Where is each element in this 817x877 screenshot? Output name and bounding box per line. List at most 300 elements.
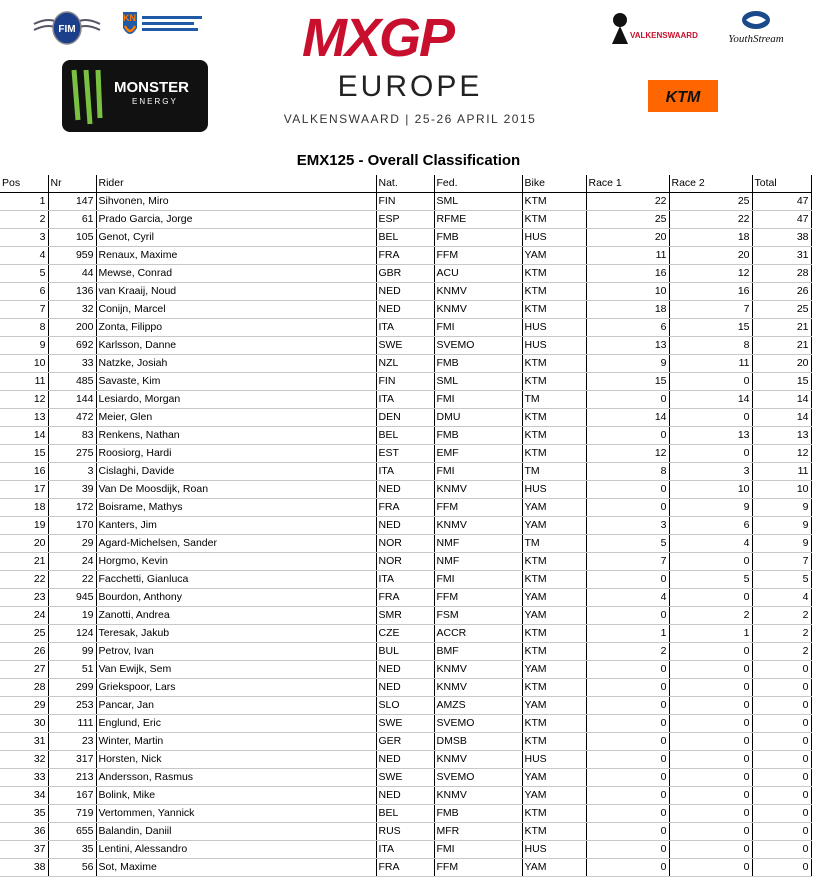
cell-nat: BEL <box>376 229 434 247</box>
table-row <box>0 283 811 301</box>
cell-nr: 33 <box>48 355 96 373</box>
cell-race2: 7 <box>669 301 752 319</box>
cell-pos: 38 <box>0 859 48 877</box>
table-row <box>0 445 811 463</box>
cell-fed: KNMV <box>434 679 522 697</box>
cell-fed: EMF <box>434 445 522 463</box>
cell-fed: FMI <box>434 571 522 589</box>
cell-total: 14 <box>752 409 811 427</box>
table-row <box>0 301 811 319</box>
cell-pos: 27 <box>0 661 48 679</box>
cell-rider: Genot, Cyril <box>96 229 376 247</box>
cell-nr: 959 <box>48 247 96 265</box>
cell-pos: 26 <box>0 643 48 661</box>
cell-total: 21 <box>752 319 811 337</box>
table-row <box>0 625 811 643</box>
cell-fed: SML <box>434 193 522 211</box>
cell-nat: NED <box>376 679 434 697</box>
cell-nat: NED <box>376 661 434 679</box>
cell-fed: NMF <box>434 553 522 571</box>
cell-fed: RFME <box>434 211 522 229</box>
cell-nat: FRA <box>376 499 434 517</box>
col-header-nat: Nat. <box>376 175 434 193</box>
cell-pos: 32 <box>0 751 48 769</box>
monster-logo-text: MONSTER <box>114 79 189 96</box>
table-row <box>0 535 811 553</box>
cell-nr: 299 <box>48 679 96 697</box>
cell-pos: 37 <box>0 841 48 859</box>
cell-bike: HUS <box>522 751 586 769</box>
cell-total: 0 <box>752 679 811 697</box>
cell-nat: NED <box>376 301 434 319</box>
cell-nr: 32 <box>48 301 96 319</box>
page-title: EMX125 - Overall Classification <box>296 152 521 169</box>
cell-race1: 0 <box>586 391 669 409</box>
cell-race1: 25 <box>586 211 669 229</box>
table-row <box>0 517 811 535</box>
cell-race2: 9 <box>669 499 752 517</box>
cell-bike: TM <box>522 463 586 481</box>
cell-pos: 2 <box>0 211 48 229</box>
cell-race1: 0 <box>586 499 669 517</box>
cell-nat: FIN <box>376 373 434 391</box>
cell-race1: 0 <box>586 571 669 589</box>
cell-bike: KTM <box>522 283 586 301</box>
cell-nat: NED <box>376 481 434 499</box>
cell-nat: SWE <box>376 715 434 733</box>
cell-rider: Agard-Michelsen, Sander <box>96 535 376 553</box>
cell-total: 13 <box>752 427 811 445</box>
table-row <box>0 661 811 679</box>
fim-logo-text: FIM <box>58 24 76 35</box>
cell-rider: Bolink, Mike <box>96 787 376 805</box>
cell-nat: SLO <box>376 697 434 715</box>
cell-fed: KNMV <box>434 787 522 805</box>
cell-bike: YAM <box>522 607 586 625</box>
cell-pos: 3 <box>0 229 48 247</box>
cell-race2: 0 <box>669 715 752 733</box>
cell-pos: 13 <box>0 409 48 427</box>
cell-pos: 12 <box>0 391 48 409</box>
cell-race1: 0 <box>586 751 669 769</box>
table-row <box>0 589 811 607</box>
cell-fed: FMI <box>434 463 522 481</box>
cell-race1: 0 <box>586 787 669 805</box>
table-row <box>0 355 811 373</box>
cell-nr: 485 <box>48 373 96 391</box>
cell-race1: 16 <box>586 265 669 283</box>
cell-pos: 35 <box>0 805 48 823</box>
cell-total: 0 <box>752 715 811 733</box>
cell-rider: Prado Garcia, Jorge <box>96 211 376 229</box>
cell-race1: 20 <box>586 229 669 247</box>
cell-race1: 8 <box>586 463 669 481</box>
cell-race2: 0 <box>669 841 752 859</box>
cell-nr: 111 <box>48 715 96 733</box>
cell-race2: 15 <box>669 319 752 337</box>
table-row <box>0 499 811 517</box>
cell-nr: 83 <box>48 427 96 445</box>
table-row <box>0 319 811 337</box>
cell-rider: Renkens, Nathan <box>96 427 376 445</box>
cell-bike: YAM <box>522 859 586 877</box>
cell-race2: 0 <box>669 697 752 715</box>
cell-total: 0 <box>752 661 811 679</box>
cell-race2: 0 <box>669 787 752 805</box>
cell-nat: FRA <box>376 589 434 607</box>
cell-nat: CZE <box>376 625 434 643</box>
cell-fed: ACCR <box>434 625 522 643</box>
cell-bike: KTM <box>522 805 586 823</box>
cell-fed: FSM <box>434 607 522 625</box>
event-subtitle: EUROPE <box>337 70 483 103</box>
cell-pos: 24 <box>0 607 48 625</box>
cell-pos: 11 <box>0 373 48 391</box>
cell-rider: Natzke, Josiah <box>96 355 376 373</box>
cell-race1: 3 <box>586 517 669 535</box>
cell-nat: GBR <box>376 265 434 283</box>
cell-total: 7 <box>752 553 811 571</box>
cell-race1: 12 <box>586 445 669 463</box>
cell-rider: Meier, Glen <box>96 409 376 427</box>
cell-pos: 5 <box>0 265 48 283</box>
cell-total: 0 <box>752 859 811 877</box>
cell-race2: 4 <box>669 535 752 553</box>
table-row <box>0 643 811 661</box>
cell-pos: 18 <box>0 499 48 517</box>
table-row <box>0 391 811 409</box>
cell-race1: 15 <box>586 373 669 391</box>
cell-race2: 2 <box>669 607 752 625</box>
fim-logo <box>32 10 102 46</box>
table-row <box>0 607 811 625</box>
col-header-nr: Nr <box>48 175 96 193</box>
cell-rider: Winter, Martin <box>96 733 376 751</box>
cell-nat: SWE <box>376 769 434 787</box>
cell-race1: 0 <box>586 481 669 499</box>
table-row <box>0 787 811 805</box>
cell-pos: 20 <box>0 535 48 553</box>
cell-bike: HUS <box>522 841 586 859</box>
cell-race2: 0 <box>669 679 752 697</box>
cell-pos: 10 <box>0 355 48 373</box>
cell-total: 0 <box>752 823 811 841</box>
cell-race1: 1 <box>586 625 669 643</box>
cell-rider: Vertommen, Yannick <box>96 805 376 823</box>
cell-nat: ITA <box>376 571 434 589</box>
cell-race1: 0 <box>586 805 669 823</box>
ktm-logo-text: KTM <box>665 89 701 106</box>
table-row <box>0 265 811 283</box>
cell-pos: 25 <box>0 625 48 643</box>
cell-nr: 167 <box>48 787 96 805</box>
cell-race1: 6 <box>586 319 669 337</box>
youthstream-logo <box>716 8 796 50</box>
cell-pos: 31 <box>0 733 48 751</box>
cell-bike: KTM <box>522 625 586 643</box>
cell-nr: 200 <box>48 319 96 337</box>
cell-nr: 213 <box>48 769 96 787</box>
cell-total: 2 <box>752 643 811 661</box>
cell-bike: KTM <box>522 715 586 733</box>
table-row <box>0 211 811 229</box>
cell-total: 47 <box>752 193 811 211</box>
cell-bike: HUS <box>522 481 586 499</box>
cell-race2: 5 <box>669 571 752 589</box>
cell-nr: 945 <box>48 589 96 607</box>
cell-nat: NED <box>376 787 434 805</box>
results-body <box>0 193 811 877</box>
cell-fed: KNMV <box>434 481 522 499</box>
cell-race2: 1 <box>669 625 752 643</box>
col-header-race1: Race 1 <box>586 175 669 193</box>
cell-total: 14 <box>752 391 811 409</box>
cell-race2: 20 <box>669 247 752 265</box>
cell-nr: 61 <box>48 211 96 229</box>
cell-rider: Renaux, Maxime <box>96 247 376 265</box>
cell-bike: HUS <box>522 319 586 337</box>
cell-nat: NOR <box>376 553 434 571</box>
cell-race1: 0 <box>586 859 669 877</box>
table-row <box>0 337 811 355</box>
table-row <box>0 751 811 769</box>
cell-nr: 275 <box>48 445 96 463</box>
cell-race2: 0 <box>669 589 752 607</box>
cell-bike: KTM <box>522 265 586 283</box>
cell-total: 20 <box>752 355 811 373</box>
cell-fed: ACU <box>434 265 522 283</box>
cell-total: 0 <box>752 751 811 769</box>
table-row <box>0 715 811 733</box>
cell-race1: 0 <box>586 661 669 679</box>
cell-race1: 22 <box>586 193 669 211</box>
cell-race1: 2 <box>586 643 669 661</box>
cell-race2: 0 <box>669 805 752 823</box>
cell-fed: FFM <box>434 859 522 877</box>
cell-fed: KNMV <box>434 283 522 301</box>
cell-nat: ITA <box>376 463 434 481</box>
valkenswaard-logo <box>608 8 698 48</box>
cell-nr: 253 <box>48 697 96 715</box>
cell-pos: 22 <box>0 571 48 589</box>
cell-rider: Lesiardo, Morgan <box>96 391 376 409</box>
cell-race1: 13 <box>586 337 669 355</box>
cell-race2: 0 <box>669 769 752 787</box>
cell-rider: Sot, Maxime <box>96 859 376 877</box>
table-row <box>0 805 811 823</box>
cell-race2: 0 <box>669 661 752 679</box>
cell-total: 0 <box>752 769 811 787</box>
cell-rider: van Kraaij, Noud <box>96 283 376 301</box>
cell-total: 21 <box>752 337 811 355</box>
cell-bike: KTM <box>522 445 586 463</box>
table-row <box>0 571 811 589</box>
cell-race1: 0 <box>586 607 669 625</box>
cell-nr: 56 <box>48 859 96 877</box>
cell-rider: Karlsson, Danne <box>96 337 376 355</box>
cell-fed: FFM <box>434 247 522 265</box>
cell-pos: 1 <box>0 193 48 211</box>
cell-rider: Roosiorg, Hardi <box>96 445 376 463</box>
table-row <box>0 427 811 445</box>
cell-nr: 655 <box>48 823 96 841</box>
cell-nat: FRA <box>376 247 434 265</box>
cell-fed: DMU <box>434 409 522 427</box>
cell-fed: SVEMO <box>434 337 522 355</box>
col-header-race2: Race 2 <box>669 175 752 193</box>
table-row <box>0 481 811 499</box>
cell-rider: Andersson, Rasmus <box>96 769 376 787</box>
table-header-row <box>0 175 811 193</box>
cell-bike: HUS <box>522 337 586 355</box>
cell-bike: YAM <box>522 517 586 535</box>
cell-bike: TM <box>522 535 586 553</box>
cell-rider: Zonta, Filippo <box>96 319 376 337</box>
cell-fed: FMB <box>434 427 522 445</box>
cell-race2: 10 <box>669 481 752 499</box>
cell-race2: 0 <box>669 823 752 841</box>
results-table <box>0 175 812 877</box>
cell-pos: 14 <box>0 427 48 445</box>
cell-race1: 0 <box>586 697 669 715</box>
cell-race2: 11 <box>669 355 752 373</box>
table-row <box>0 373 811 391</box>
cell-total: 4 <box>752 589 811 607</box>
cell-nat: FRA <box>376 859 434 877</box>
cell-nat: NED <box>376 751 434 769</box>
cell-nr: 144 <box>48 391 96 409</box>
cell-nr: 51 <box>48 661 96 679</box>
cell-race2: 22 <box>669 211 752 229</box>
cell-rider: Petrov, Ivan <box>96 643 376 661</box>
cell-fed: NMF <box>434 535 522 553</box>
cell-bike: KTM <box>522 355 586 373</box>
table-row <box>0 769 811 787</box>
cell-race2: 0 <box>669 553 752 571</box>
cell-bike: YAM <box>522 247 586 265</box>
cell-rider: Van De Moosdijk, Roan <box>96 481 376 499</box>
cell-nr: 24 <box>48 553 96 571</box>
cell-race2: 0 <box>669 859 752 877</box>
cell-rider: Griekspoor, Lars <box>96 679 376 697</box>
cell-rider: Teresak, Jakub <box>96 625 376 643</box>
valkenswaard-logo-text: VALKENSWAARD <box>630 31 698 40</box>
cell-rider: Kanters, Jim <box>96 517 376 535</box>
cell-pos: 4 <box>0 247 48 265</box>
cell-bike: KTM <box>522 373 586 391</box>
cell-total: 0 <box>752 733 811 751</box>
cell-fed: FFM <box>434 499 522 517</box>
cell-fed: AMZS <box>434 697 522 715</box>
cell-bike: KTM <box>522 409 586 427</box>
cell-race2: 12 <box>669 265 752 283</box>
venue-dates: VALKENSWAARD | 25-26 APRIL 2015 <box>283 112 537 126</box>
cell-nr: 147 <box>48 193 96 211</box>
cell-rider: Boisrame, Mathys <box>96 499 376 517</box>
cell-total: 2 <box>752 607 811 625</box>
cell-bike: YAM <box>522 787 586 805</box>
cell-rider: Sihvonen, Miro <box>96 193 376 211</box>
header <box>0 0 817 148</box>
cell-race2: 0 <box>669 409 752 427</box>
cell-nr: 719 <box>48 805 96 823</box>
cell-pos: 33 <box>0 769 48 787</box>
cell-nat: ITA <box>376 391 434 409</box>
cell-nat: NED <box>376 517 434 535</box>
cell-pos: 34 <box>0 787 48 805</box>
cell-fed: KNMV <box>434 517 522 535</box>
cell-race2: 8 <box>669 337 752 355</box>
cell-rider: Facchetti, Gianluca <box>96 571 376 589</box>
cell-nr: 172 <box>48 499 96 517</box>
cell-nr: 44 <box>48 265 96 283</box>
cell-race2: 16 <box>669 283 752 301</box>
col-header-bike: Bike <box>522 175 586 193</box>
cell-fed: DMSB <box>434 733 522 751</box>
cell-pos: 8 <box>0 319 48 337</box>
cell-nat: BUL <box>376 643 434 661</box>
cell-bike: KTM <box>522 823 586 841</box>
cell-total: 26 <box>752 283 811 301</box>
cell-nat: ITA <box>376 319 434 337</box>
cell-total: 9 <box>752 517 811 535</box>
cell-rider: Conijn, Marcel <box>96 301 376 319</box>
cell-race2: 3 <box>669 463 752 481</box>
cell-race1: 5 <box>586 535 669 553</box>
knmv-logo <box>120 8 210 42</box>
cell-rider: Cislaghi, Davide <box>96 463 376 481</box>
cell-race1: 18 <box>586 301 669 319</box>
cell-race1: 0 <box>586 823 669 841</box>
cell-nat: RUS <box>376 823 434 841</box>
mxgp-logo-text: MXGP <box>302 8 454 66</box>
cell-fed: SVEMO <box>434 769 522 787</box>
cell-nat: GER <box>376 733 434 751</box>
cell-pos: 19 <box>0 517 48 535</box>
cell-race1: 4 <box>586 589 669 607</box>
cell-race2: 0 <box>669 751 752 769</box>
cell-total: 2 <box>752 625 811 643</box>
cell-rider: Mewse, Conrad <box>96 265 376 283</box>
col-header-fed: Fed. <box>434 175 522 193</box>
cell-nr: 3 <box>48 463 96 481</box>
cell-total: 0 <box>752 787 811 805</box>
cell-nr: 472 <box>48 409 96 427</box>
cell-race1: 0 <box>586 679 669 697</box>
cell-nr: 22 <box>48 571 96 589</box>
cell-nr: 124 <box>48 625 96 643</box>
cell-rider: Horsten, Nick <box>96 751 376 769</box>
cell-pos: 15 <box>0 445 48 463</box>
cell-pos: 7 <box>0 301 48 319</box>
cell-race1: 10 <box>586 283 669 301</box>
cell-nat: NOR <box>376 535 434 553</box>
cell-fed: FMI <box>434 319 522 337</box>
cell-fed: KNMV <box>434 661 522 679</box>
cell-nr: 29 <box>48 535 96 553</box>
cell-race2: 18 <box>669 229 752 247</box>
table-row <box>0 733 811 751</box>
cell-nr: 692 <box>48 337 96 355</box>
cell-pos: 16 <box>0 463 48 481</box>
cell-bike: KTM <box>522 643 586 661</box>
cell-race1: 9 <box>586 355 669 373</box>
cell-rider: Englund, Eric <box>96 715 376 733</box>
table-row <box>0 193 811 211</box>
cell-rider: Balandin, Daniil <box>96 823 376 841</box>
table-row <box>0 697 811 715</box>
col-header-pos: Pos <box>0 175 48 193</box>
